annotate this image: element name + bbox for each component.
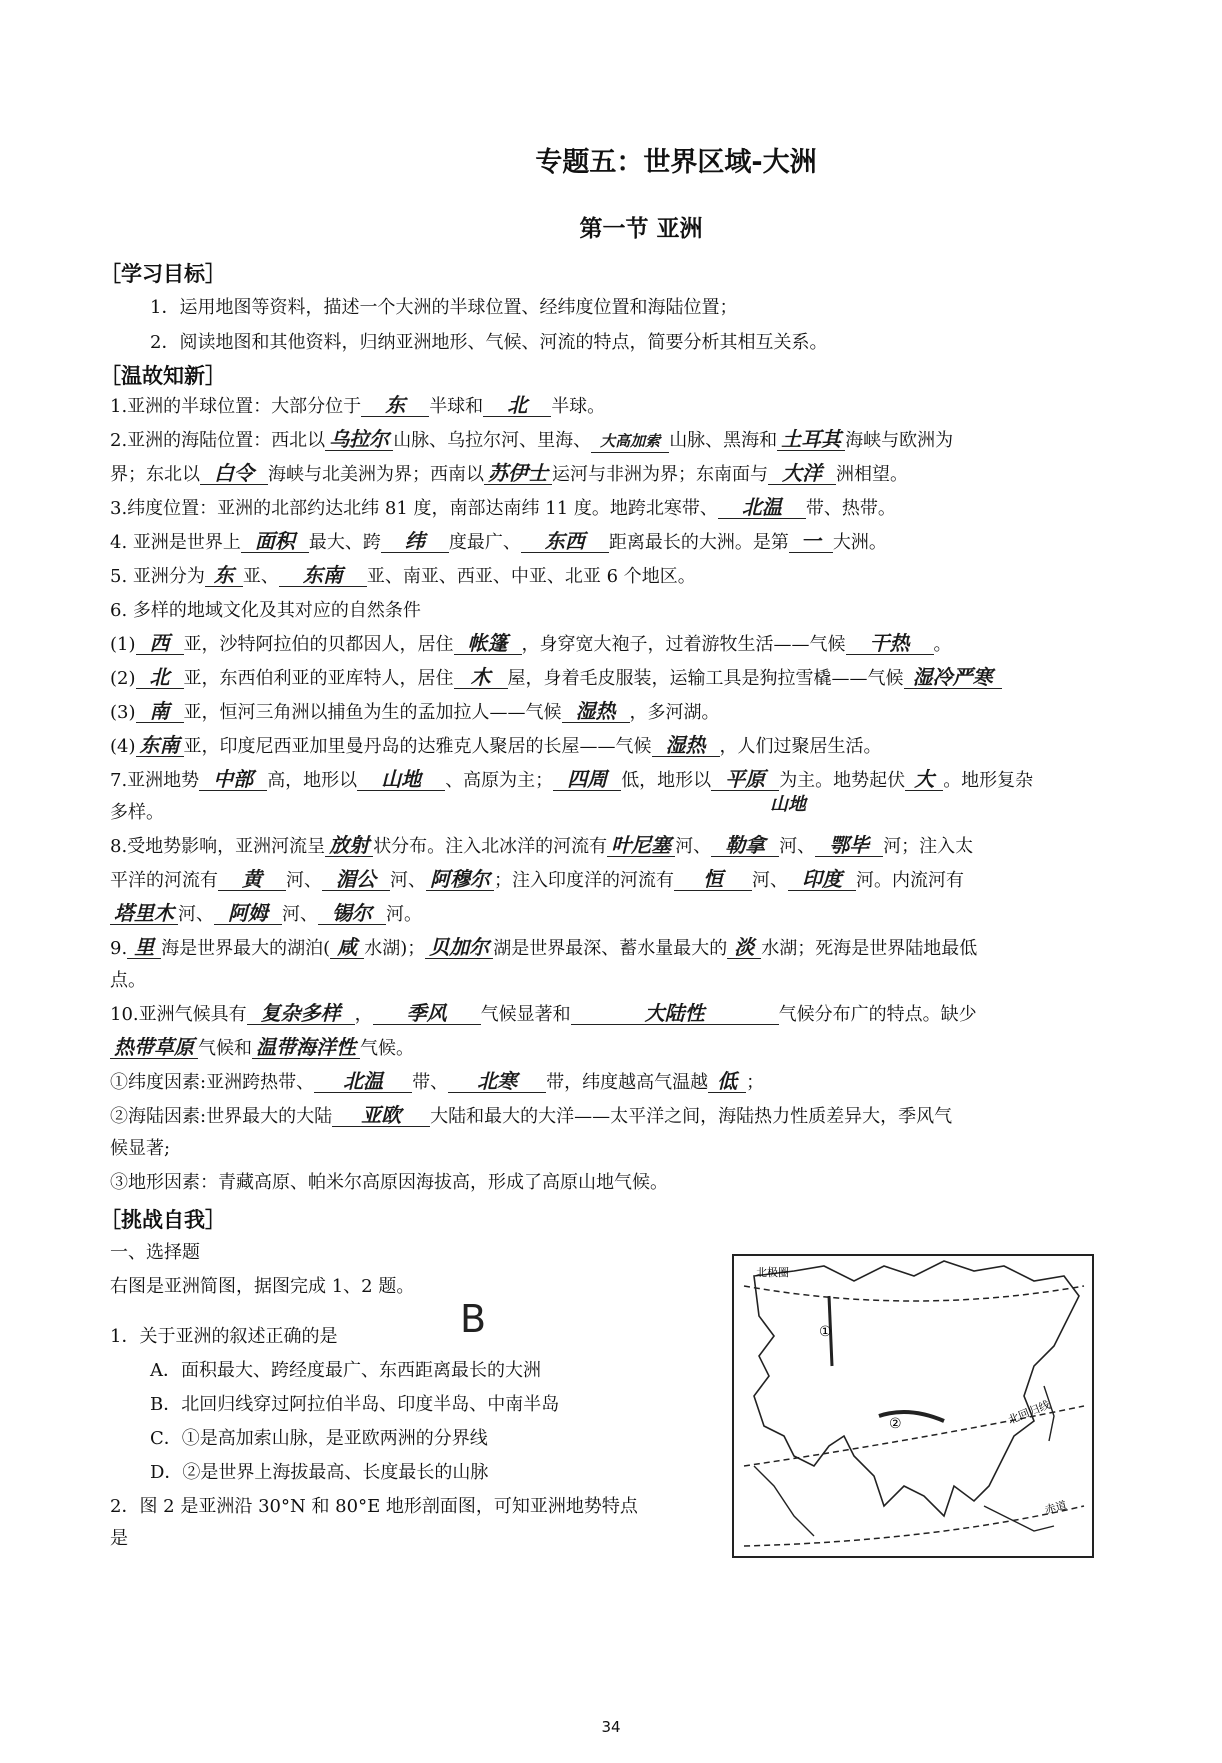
factor-3: ③地形因素：青藏高原、帕米尔高原因海拔高，形成了高原山地气候。 [110,1172,668,1193]
blank[interactable]: 南 [136,700,184,723]
q2: 2.亚洲的海陆位置：西北以 乌拉尔 山脉、乌拉尔河、里海、 大高加索 山脉、黑海和 土耳其 海峡与欧洲为 [110,427,954,451]
blank[interactable]: 苏伊士 [484,462,552,485]
blank[interactable]: 复杂多样 [247,1002,355,1025]
q6-3: (3) 南 亚，恒河三角洲以捕鱼为生的孟加拉人——气候 湿热 ，多河湖。 [110,699,720,723]
heading-challenge: ［挑战自我］ [100,1208,226,1232]
blank[interactable]: 恒 [674,868,752,891]
page-title: 专题五：世界区域-大洲 [535,147,817,178]
option-d: D．②是世界上海拔最高、长度最长的山脉 [150,1462,489,1483]
blank[interactable]: 低 [708,1070,746,1093]
marker-1: ① [819,1324,832,1340]
page-number: 34 [601,1718,621,1736]
blank[interactable]: 东 [361,394,429,417]
option-b: B．北回归线穿过阿拉伯半岛、印度半岛、中南半岛 [150,1394,560,1415]
heading-goals: ［学习目标］ [100,262,226,286]
q5: 5. 亚洲分为 东 亚、 东南 亚、南亚、西亚、中亚、北亚 6 个地区。 [110,563,696,587]
blank[interactable]: 湿热 [652,734,720,757]
choice-q2-cont: 是 [110,1528,128,1549]
blank[interactable]: 阿穆尔 [426,868,494,891]
blank[interactable]: 贝加尔 [425,936,493,959]
blank[interactable]: 热带草原 [110,1036,198,1059]
heading-review: ［温故知新］ [100,364,226,388]
blank[interactable]: 湿冷严寒 [904,666,1002,689]
blank[interactable]: 里 [127,936,161,959]
factor-2: ②海陆因素:世界最大的大陆 亚欧 大陆和最大的大洋——太平洋之间，海陆热力性质差异大，季风气 [110,1103,953,1127]
blank[interactable]: 面积 [241,530,309,553]
q6: 6. 多样的地域文化及其对应的自然条件 [110,600,421,621]
blank[interactable]: 北温 [314,1070,412,1093]
q10: 10.亚洲气候具有 复杂多样 ， 季风 气候显著和 大陆性 气候分布广的特点。缺少 [110,1001,977,1025]
blank[interactable]: 季风 [373,1002,481,1025]
blank[interactable]: 鄂毕 [815,834,883,857]
q1: 1.亚洲的半球位置：大部分位于 东 半球和 北 半球。 [110,393,606,417]
blank[interactable]: 一 [789,530,833,553]
blank[interactable]: 东南 [136,734,184,757]
blank[interactable]: 印度 [788,868,856,891]
q7: 7.亚洲地势 中部 高，地形以 山地 、高原为主； 四周 低，地形以 平原 为主。地势起伏 大 。地形复杂 [110,767,1034,791]
blank[interactable]: 勒拿 [711,834,779,857]
blank[interactable]: 乌拉尔 [325,428,393,451]
q6-4: (4) 东南 亚，印度尼西亚加里曼丹岛的达雅克人聚居的长屋——气候 湿热 ，人们过聚居生活。 [110,733,882,757]
option-c: C．①是高加索山脉，是亚欧两洲的分界线 [150,1428,488,1449]
option-a: A．面积最大、跨经度最广、东西距离最长的大洲 [150,1360,541,1381]
blank[interactable]: 白令 [200,462,268,485]
factor-1: ①纬度因素:亚洲跨热带、 北温 带、 北寒 带，纬度越高气温越 低 ； [110,1069,765,1093]
q2-cont: 界；东北以 白令 海峡与北美洲为界；西南以 苏伊士 运河与非洲为界；东南面与 大洋 洲相望。 [110,461,908,485]
q8: 8.受地势影响，亚洲河流呈 放射 状分布。注入北冰洋的河流有 叶尼塞 河、 勒拿 河、 鄂毕 河；注入太 [110,833,974,857]
goal-1: 1．运用地图等资料，描述一个大洲的半球位置、经纬度位置和海陆位置； [150,297,738,318]
q6-2: (2) 北 亚，东西伯利亚的亚库特人，居住 木 屋，身着毛皮服装，运输工具是狗拉雪橇——气候 湿冷严寒 [110,666,1120,692]
blank[interactable]: 阿姆 [214,902,282,925]
asia-map-drawing [734,1256,1092,1556]
blank[interactable]: 大洋 [768,462,836,485]
equator-label: 赤道 [1043,1498,1069,1517]
blank[interactable]: 黄 [218,868,286,891]
q8-cont: 平洋的河流有 黄 河、 湄公 河、 阿穆尔 ；注入印度洋的河流有 恒 河、 印度 河。内流河有 [110,867,964,891]
q9-cont: 点。 [110,970,146,991]
blank[interactable]: 咸 [330,936,364,959]
blank[interactable]: 温带海洋性 [252,1036,360,1059]
choice-q1: 1．关于亚洲的叙述正确的是 [110,1326,338,1347]
blank[interactable]: 塔里木 [110,902,178,925]
blank[interactable]: 土耳其 [777,428,845,451]
asia-map [732,1254,1094,1558]
blank[interactable]: 中部 [199,768,267,791]
choice-intro: 右图是亚洲简图，据图完成 1、2 题。 [110,1276,415,1297]
blank[interactable]: 放射 [325,834,373,857]
q6-1: (1) 西 亚，沙特阿拉伯的贝都因人，居住 帐篷 ，身穿宽大袍子，过着游牧生活——气候 干热 。 [110,631,952,655]
blank[interactable]: 淡 [727,936,761,959]
blank[interactable]: 四周 [553,768,621,791]
handwritten-answer: B [460,1297,487,1341]
blank[interactable]: 锡尔 [318,902,386,925]
blank[interactable]: 纬 [381,530,449,553]
blank[interactable]: 亚欧 [332,1104,430,1127]
blank[interactable]: 东西 [521,530,609,553]
blank[interactable]: 大 [905,768,943,791]
q4: 4. 亚洲是世界上 面积 最大、跨 纬 度最广、 东西 距离最长的大洲。是第 一 大洲。 [110,529,887,553]
blank[interactable]: 北温 [718,496,806,519]
blank[interactable]: 山地 [357,768,445,791]
blank[interactable]: 东 [205,564,243,587]
blank[interactable]: 北寒 [448,1070,546,1093]
q7-handwritten-note: 山地 [770,794,806,815]
blank[interactable]: 干热 [846,632,934,655]
blank[interactable]: 大陆性 [571,1002,779,1025]
blank[interactable]: 大高加索 [591,430,669,453]
choice-q2: 2．图 2 是亚洲沿 30°N 和 80°E 地形剖面图，可知亚洲地势特点 [110,1496,638,1517]
choice-heading: 一、选择题 [110,1242,200,1263]
q8-cont2: 塔里木 河、 阿姆 河、 锡尔 河。 [110,902,1120,928]
blank[interactable]: 木 [454,666,508,689]
blank[interactable]: 北 [483,394,551,417]
blank[interactable]: 湄公 [322,868,390,891]
blank[interactable]: 东南 [279,564,367,587]
factor-2-cont: 候显著; [110,1138,171,1159]
arctic-circle-label: 北极圈 [756,1266,789,1279]
q10-cont: 热带草原 气候和 温带海洋性 气候。 [110,1036,1120,1062]
q9: 9. 里 海是世界最大的湖泊( 咸 水湖)； 贝加尔 湖是世界最深、蓄水量最大的 淡 水湖；死海是世界陆地最低 [110,935,978,959]
blank[interactable]: 西 [136,632,184,655]
blank[interactable]: 叶尼塞 [607,834,675,857]
blank[interactable]: 帐篷 [454,632,522,655]
blank[interactable]: 平原 [711,768,779,791]
q7-cont: 多样。 [110,802,164,823]
blank[interactable]: 北 [136,666,184,689]
marker-2: ② [889,1416,902,1432]
blank[interactable]: 湿热 [562,700,630,723]
tropic-label: 北回归线 [1006,1398,1052,1427]
q3: 3.纬度位置：亚洲的北部约达北纬 81 度，南部达南纬 11 度。地跨北寒带、 北温 带、热带。 [110,495,896,519]
section-title: 第一节 亚洲 [579,216,703,242]
goal-2: 2．阅读地图和其他资料，归纳亚洲地形、气候、河流的特点，简要分析其相互关系。 [150,332,828,353]
